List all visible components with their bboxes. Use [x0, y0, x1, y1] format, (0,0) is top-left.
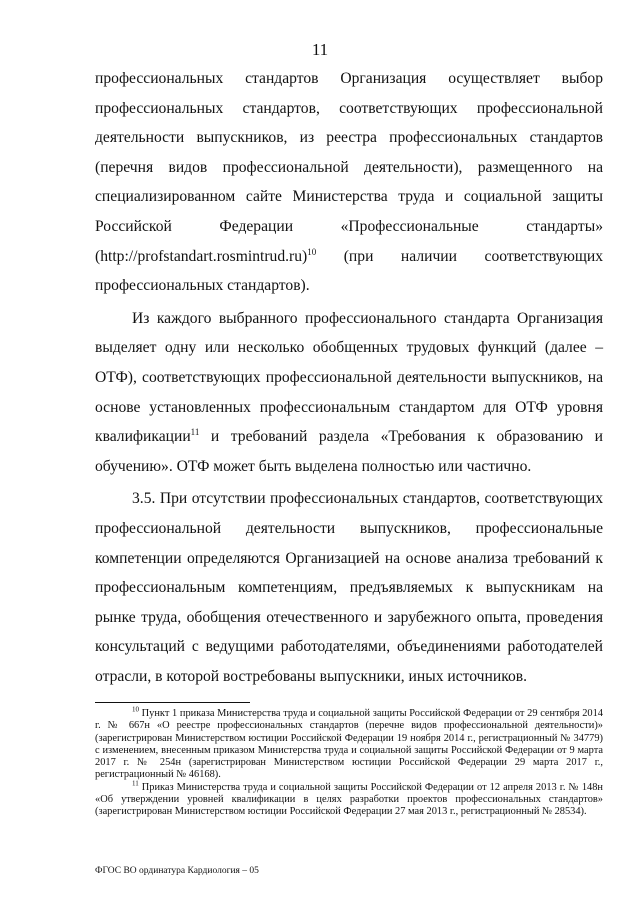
- paragraph-text: (при наличии соответствующих профессиональных стандартов).: [95, 247, 603, 295]
- paragraph-text: и требований раздела «Требования к образованию и обучению». ОТФ может быть выделена полностью или частично.: [95, 428, 603, 475]
- footnote-number: 10: [132, 705, 139, 714]
- footnote-10: [95, 705, 603, 782]
- paragraph-text: Из каждого выбранного профессионального стандарта Организация выделяет одну или несколько обобщенных трудовых функций (далее – ОТФ), соответствующих профессиональной деятельности выпускников, на основе установленных профессиональным стандартом для ОТФ уровня квалификации: [95, 309, 603, 446]
- footnote-text: Приказ Министерства труда и социальной защиты Российской Федерации от 12 апреля 2013 г. № 148н «Об утверждении уровней квалификации в целях разработки проектов профессиональных стандартов» (зарегистрирован Министерством юстиции Российской Федерации 27 мая 2013 г., регистрационный № 28534).: [95, 781, 603, 818]
- paragraph-text: профессиональных стандартов Организация осуществляет выбор профессиональных стандартов, соответствующих профессиональной деятельности выпускников, из реестра профессиональных стандартов (перечня видов профессиональной деятельности), размещенного на специализированном сайте Министерства труда и социальной защиты Российской Федерации «Профессиональные стандарты» (http://profstandart.rosmintrud.ru): [95, 70, 603, 265]
- footnote-11: [95, 779, 603, 819]
- body-text: [95, 64, 603, 691]
- footnote-separator: [95, 702, 250, 703]
- paragraph-2: [95, 304, 603, 482]
- footnote-text: Пункт 1 приказа Министерства труда и социальной защиты Российской Федерации от 29 сентября 2014 г. № 667н «О реестре профессиональных стандартов (перечне видов профессиональной деятельности)» (зарегистрирован Министерством юстиции Российской Федерации 19 ноября 2014 г., регистрационный № 34779) с изменением, внесенным приказом Министерства труда и социальной защиты Российской Федерации от 9 марта 2017 г. № 254н (зарегистрирован Министерством юстиции Российской Федерации 29 марта 2017 г., регистрационный № 46168).: [95, 708, 603, 781]
- paragraph-text: 3.5. При отсутствии профессиональных стандартов, соответствующих профессиональной деятельности выпускников, профессиональные компетенции определяются Организацией на основе анализа требований к профессиональным компетенциям, предъявляемых к выпускникам на рынке труда, обобщения отечественного и зарубежного опыта, проведения консультаций с ведущими работодателями, объединениями работодателей отрасли, в которой востребованы выпускники, иных источников.: [95, 490, 603, 685]
- paragraph-3: [95, 484, 603, 691]
- footnote-ref-10[interactable]: 10: [307, 246, 317, 257]
- footnotes: [95, 705, 603, 819]
- document-footer: ФГОС ВО ординатура Кардиология – 05: [95, 866, 259, 876]
- footnote-number: 11: [132, 779, 139, 788]
- paragraph-1: [95, 64, 603, 301]
- page-number: 11: [311, 40, 329, 59]
- footnote-ref-11[interactable]: 11: [190, 426, 200, 437]
